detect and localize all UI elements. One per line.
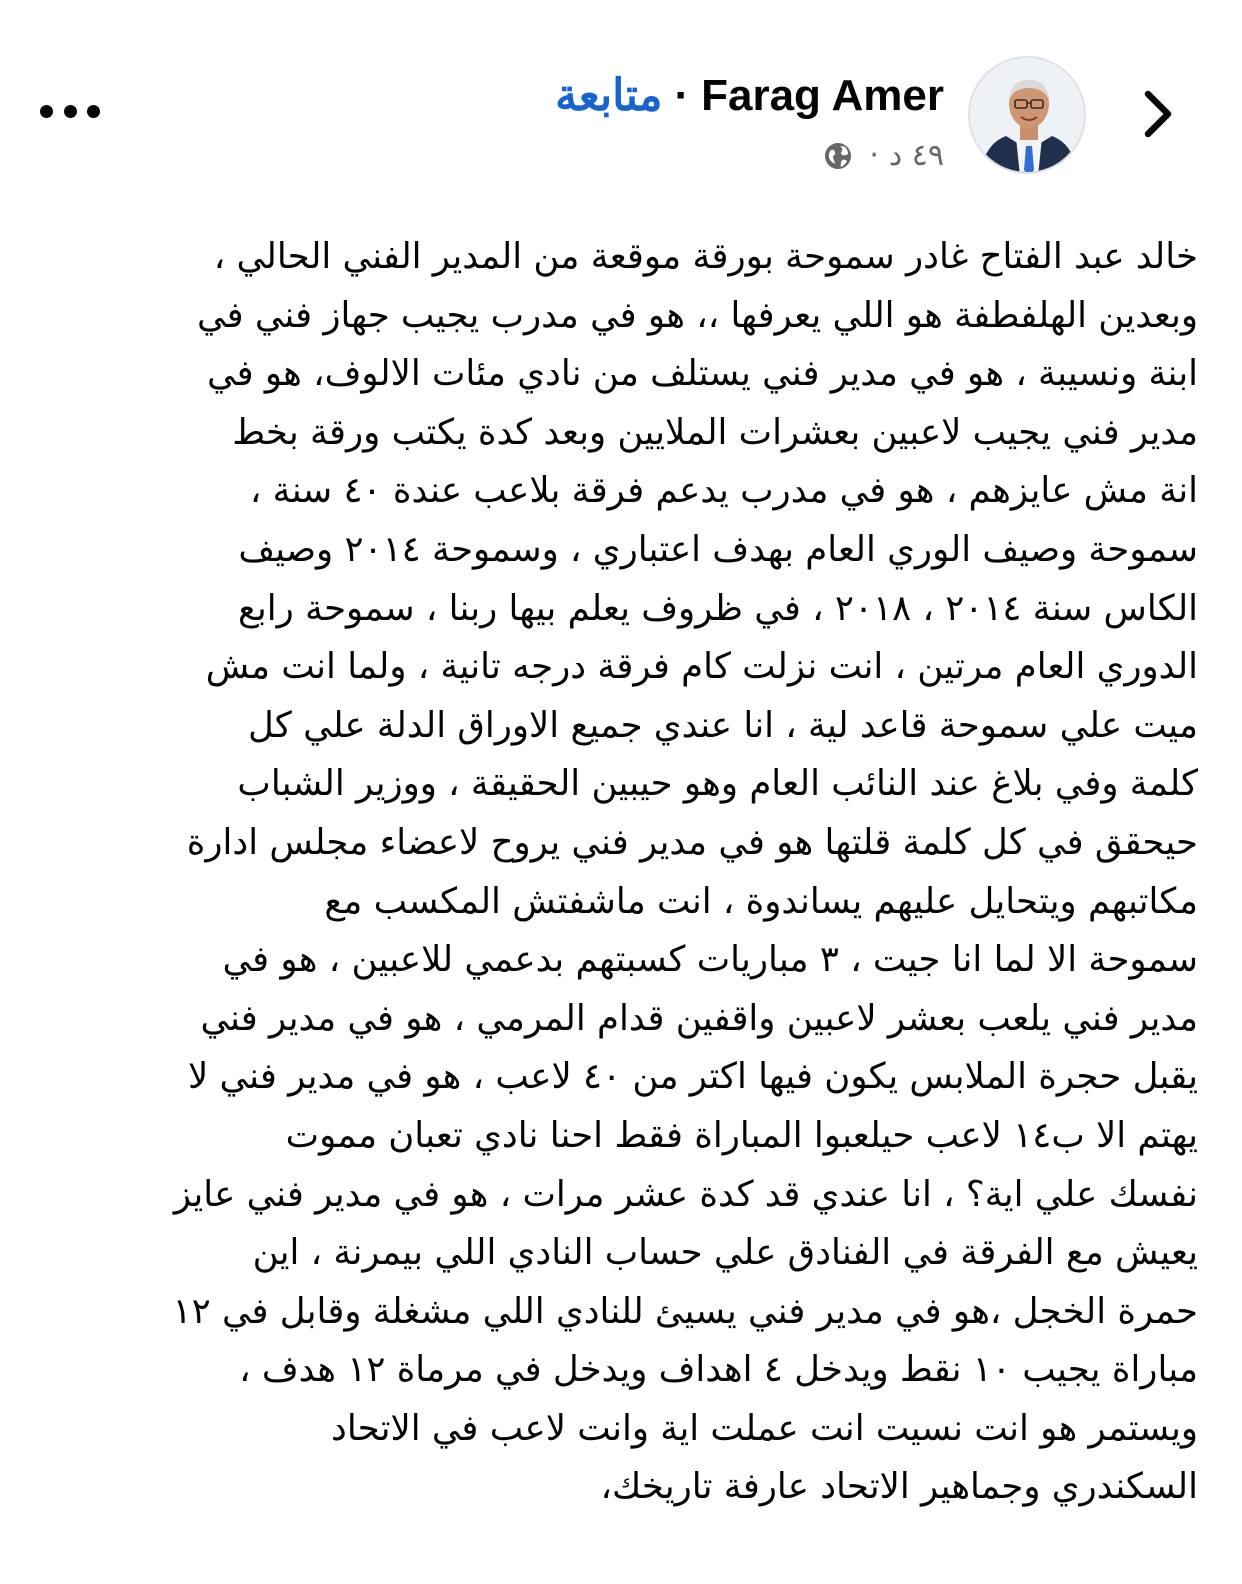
- more-horizontal-icon: [40, 105, 53, 118]
- post-text-line: كلمة وفي بلاغ عند النائب العام وهو حيبين الحقيقة ، ووزير الشباب: [237, 763, 1198, 805]
- post-text: [44, 228, 1198, 1517]
- post-text-line: نفسك علي اية؟ ، انا عندي قد كدة عشر مرات ، هو في مدير فني عايز: [173, 1173, 1198, 1215]
- post-text-line: وبعدين الهلفطفة هو اللي يعرفها ،، هو في مدرب يجيب جهاز فني في: [196, 294, 1198, 336]
- chevron-right-icon[interactable]: [1138, 88, 1182, 140]
- post-text-line: مباراة يجيب ١٠ نقط ويدخل ٤ اهداف ويدخل في مرماة ١٢ هدف ،: [239, 1349, 1198, 1391]
- post-text-line: ميت علي سموحة قاعد لية ، انا عندي جميع الاوراق الدلة علي كل: [248, 704, 1198, 746]
- post-time[interactable]: ٤٩ د: [888, 138, 944, 173]
- globe-icon[interactable]: [823, 141, 853, 171]
- post-text-line: الدوري العام مرتين ، انت نزلت كام فرقة درجه تانية ، ولما انت مش: [205, 646, 1198, 688]
- follow-button[interactable]: متابعة: [555, 71, 663, 120]
- post-text-line: يهتم الا ب١٤ لاعب حيلعبوا المباراة فقط احنا نادي تعبان مموت: [285, 1114, 1198, 1156]
- more-horizontal-icon-dot: [64, 105, 77, 118]
- profile-photo: [970, 58, 1086, 174]
- post-header: [0, 0, 1242, 190]
- more-horizontal-icon-dot: [87, 105, 100, 118]
- post-text-line: سموحة الا لما انا جيت ، ٣ مباريات كسبتهم بدعمي للاعبين ، هو في: [222, 939, 1198, 981]
- post-text-line: مكاتبهم ويتحايل عليهم يساندوة ، انت ماشفتش المكسب مع: [324, 880, 1198, 922]
- post-text-line: مدير فني يجيب لاعبين بعشرات الملايين وبعد كدة يكتب ورقة بخط: [232, 411, 1198, 453]
- post-text-line: يعيش مع الفرقة في الفنادق علي حساب النادي اللي بيمرنة ، اين: [252, 1232, 1198, 1274]
- post-meta: [823, 136, 944, 176]
- name-separator: ·: [674, 71, 690, 120]
- author-line: [555, 66, 944, 126]
- post-text-line: خالد عبد الفتاح غادر سموحة بورقة موقعة من المدير الفني الحالي ،: [213, 236, 1198, 277]
- post-text-line: مدير فني يلعب بعشر لاعبين واقفين قدام المرمي ، هو في مدير فني: [200, 997, 1198, 1039]
- post-text-line: انة مش عايزهم ، هو في مدرب يدعم فرقة بلاعب عندة ٤٠ سنة ،: [249, 470, 1198, 512]
- author-name[interactable]: Farag Amer: [701, 71, 944, 120]
- post-text-line: حمرة الخجل ،هو في مدير فني يسيئ للنادي اللي مشغلة وقابل في ١٢: [172, 1290, 1198, 1332]
- post-text-line: السكندري وجماهير الاتحاد عارفة تاريخك،: [600, 1466, 1198, 1508]
- post-text-line: ابنة ونسيبة ، هو في مدير فني يستلف من نادي مئات الالوف، هو في: [206, 353, 1198, 395]
- post-text-line: سموحة وصيف الوري العام بهدف اعتباري ، وسموحة ٢٠١٤ وصيف: [238, 528, 1198, 570]
- post-text-line: حيحقق في كل كلمة قلتها هو في مدير فني يروح لاعضاء مجلس ادارة: [186, 821, 1198, 863]
- post-text-line: يقبل حجرة الملابس يكون فيها اكتر من ٤٠ لاعب ، هو في مدير فني لا: [188, 1056, 1198, 1098]
- avatar[interactable]: [968, 56, 1086, 174]
- more-options-button[interactable]: [40, 96, 100, 126]
- post-text-line: الكاس سنة ٢٠١٤ ، ٢٠١٨ ، في ظروف يعلم بيها ربنا ، سموحة رابع: [238, 587, 1198, 629]
- post-text-line: ويستمر هو انت نسيت انت عملت اية وانت لاعب في الاتحاد: [331, 1407, 1198, 1449]
- meta-separator: ·: [869, 138, 879, 173]
